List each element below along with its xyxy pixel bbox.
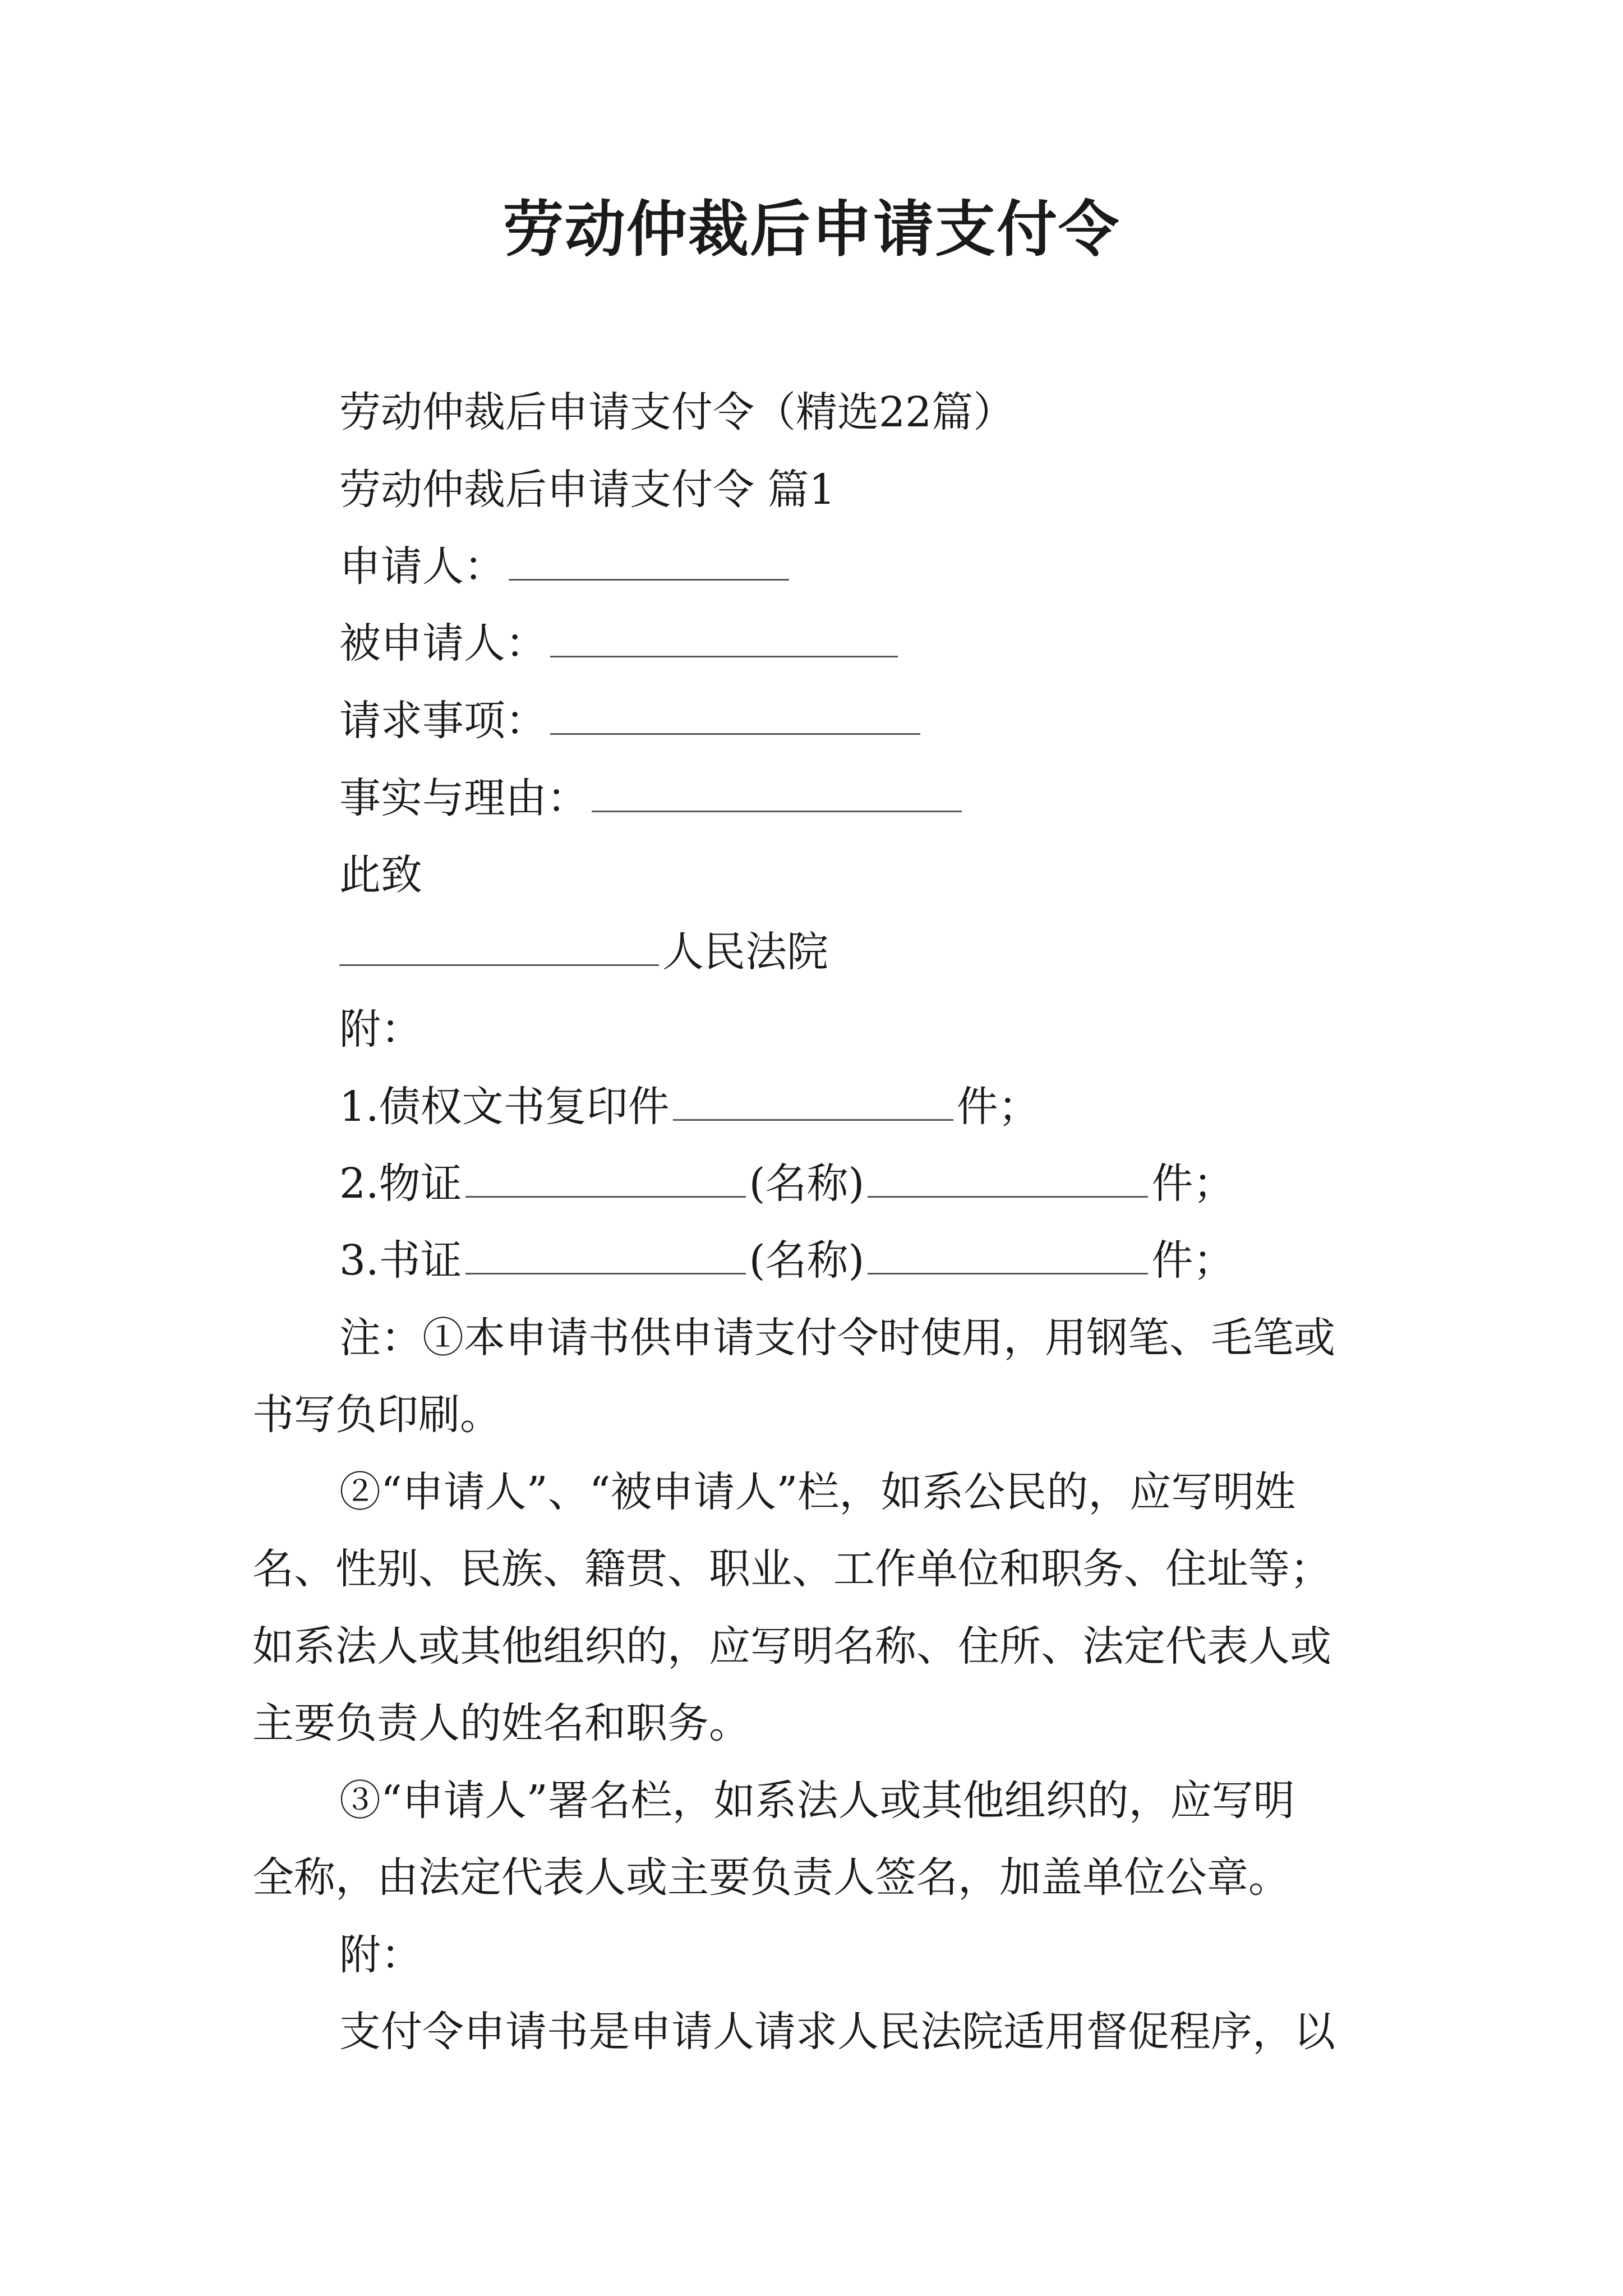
attachment-item-2	[339, 1153, 1234, 1214]
item3-prefix: 3.书证	[339, 1236, 462, 1285]
item2-suffix: 件；	[1151, 1159, 1235, 1208]
item2-blank-1	[465, 1157, 746, 1198]
item1-suffix: 件；	[956, 1083, 1040, 1131]
item2-prefix: 2.物证	[339, 1159, 462, 1208]
final-line: 支付令申请书是申请人请求人民法院适用督促程序，以	[339, 2008, 1335, 2056]
subtitle: 劳动仲裁后申请支付令（精选22篇）	[339, 388, 1015, 436]
salutation: 此致	[339, 851, 422, 899]
court-row	[339, 921, 828, 983]
note3-line1: ③“申请人”署名栏，如系法人或其他组织的，应写明	[339, 1777, 1295, 1825]
applicant-blank	[509, 540, 789, 581]
item1-prefix: 1.债权文书复印件	[339, 1083, 670, 1131]
court-suffix: 人民法院	[662, 928, 828, 976]
request-row	[339, 690, 924, 752]
note1-line1: 注：①本申请书供申请支付令时使用，用钢笔、毛笔或	[339, 1314, 1335, 1362]
section-heading: 劳动仲裁后申请支付令 篇1	[339, 466, 836, 514]
respondent-row	[339, 613, 901, 674]
note2-line3: 如系法人或其他组织的，应写明名称、住所、法定代表人或	[252, 1622, 1331, 1671]
attachment-label-2: 附：	[339, 1931, 422, 1979]
request-blank	[550, 694, 920, 735]
item2-blank-2	[868, 1157, 1148, 1198]
request-label: 请求事项：	[339, 697, 547, 745]
item3-name: (名称)	[749, 1236, 865, 1285]
respondent-label: 被申请人：	[339, 619, 547, 668]
attachment-item-1	[339, 1076, 1040, 1138]
note2-line1: ②“申请人”、“被申请人”栏，如系公民的，应写明姓	[339, 1468, 1296, 1516]
item3-suffix: 件；	[1151, 1236, 1235, 1285]
item3-blank-2	[868, 1234, 1148, 1274]
respondent-blank	[550, 616, 898, 657]
page-title: 劳动仲裁后申请支付令	[502, 195, 1120, 265]
applicant-row	[339, 536, 792, 597]
attachment-item-3	[339, 1230, 1234, 1291]
attachment-label: 附：	[339, 1005, 422, 1053]
note3-line2: 全称，由法定代表人或主要负责人签名，加盖单位公章。	[252, 1853, 1290, 1902]
facts-blank	[592, 771, 962, 812]
item1-blank	[673, 1080, 953, 1121]
item2-name: (名称)	[749, 1159, 865, 1208]
note2-line4: 主要负责人的姓名和职务。	[252, 1699, 750, 1747]
applicant-label: 申请人：	[339, 542, 505, 591]
facts-label: 事实与理由：	[339, 774, 588, 822]
court-blank	[339, 925, 659, 966]
item3-blank-1	[465, 1234, 746, 1274]
facts-row	[339, 767, 965, 829]
note2-line2: 名、性别、民族、籍贯、职业、工作单位和职务、住址等；	[252, 1545, 1331, 1593]
note1-line2: 书写负印刷。	[252, 1391, 501, 1439]
